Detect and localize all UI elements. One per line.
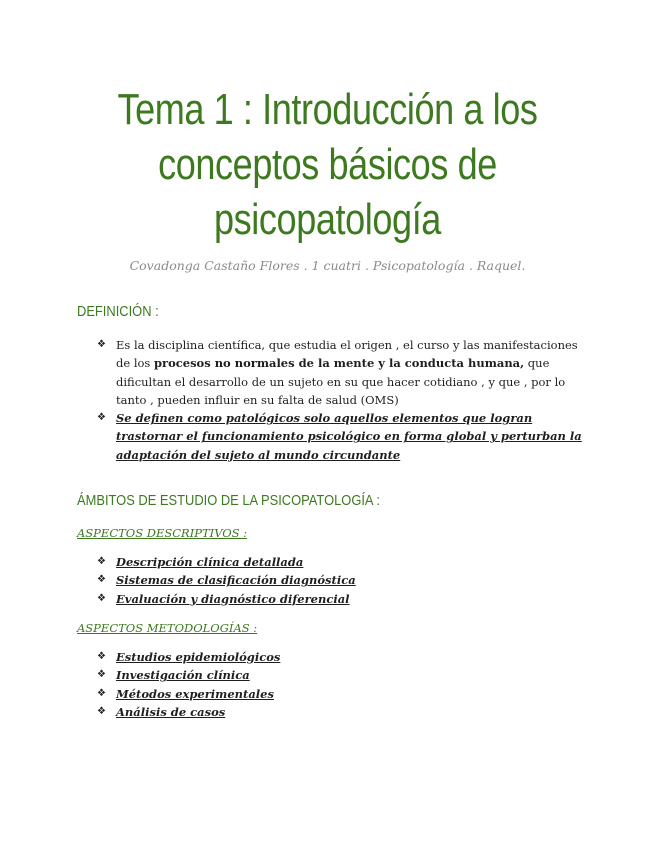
diamond-bullet-icon: ❖ [97, 687, 106, 699]
list-item: ❖ Es la disciplina científica, que estudia el origen , el curso y las manifestaciones de los procesos no normales de la mente y la conducta humana, que dificultan el desarrollo de un sujeto en su que hacer cotidiano , y que , por lo tanto , pueden influir en su falta de salud (OMS) [97, 338, 578, 407]
list-item: ❖ Sistemas de clasificación diagnóstica [97, 571, 587, 589]
diamond-bullet-icon: ❖ [97, 669, 106, 681]
diamond-bullet-icon: ❖ [97, 651, 106, 662]
subheading-descriptivos: ASPECTOS DESCRIPTIVOS : [77, 526, 248, 540]
diamond-bullet-icon: ❖ [97, 592, 106, 604]
list-item: ❖ Métodos experimentales [97, 685, 587, 703]
list-item: ❖ Investigación clínica [97, 666, 587, 684]
page-title: Tema 1 : Introducción a los conceptos básicos de psicopatología [117, 85, 538, 244]
diamond-bullet-icon: ❖ [97, 412, 106, 424]
subheading-metodologias: ASPECTOS METODOLOGÍAS : [77, 621, 258, 635]
diamond-bullet-icon: ❖ [97, 705, 106, 717]
metodologias-list [97, 648, 587, 721]
page-subtitle: Covadonga Castaño Flores . 1 cuatri . Psicopatología . Raquel. [129, 258, 526, 273]
section-heading-ambitos: ÁMBITOS DE ESTUDIO DE LA PSICOPATOLOGÍA : [77, 492, 381, 509]
descriptivos-list [97, 553, 587, 608]
section-heading-definicion: DEFINICIÓN : [77, 303, 159, 320]
list-item: ❖ Evaluación y diagnóstico diferencial [97, 590, 587, 608]
list-item: ❖ Se definen como patológicos solo aquellos elementos que logran trastornar el funcionamiento psicológico en forma global y perturban la adaptación del sujeto al mundo circundante [97, 411, 582, 462]
diamond-bullet-icon: ❖ [97, 574, 106, 586]
definicion-list [97, 336, 587, 464]
diamond-bullet-icon: ❖ [97, 556, 106, 567]
list-item: ❖ Análisis de casos [97, 703, 587, 721]
list-item: ❖ Estudios epidemiológicos [97, 648, 587, 666]
list-item: ❖ Descripción clínica detallada [97, 553, 587, 571]
diamond-bullet-icon: ❖ [97, 339, 106, 350]
